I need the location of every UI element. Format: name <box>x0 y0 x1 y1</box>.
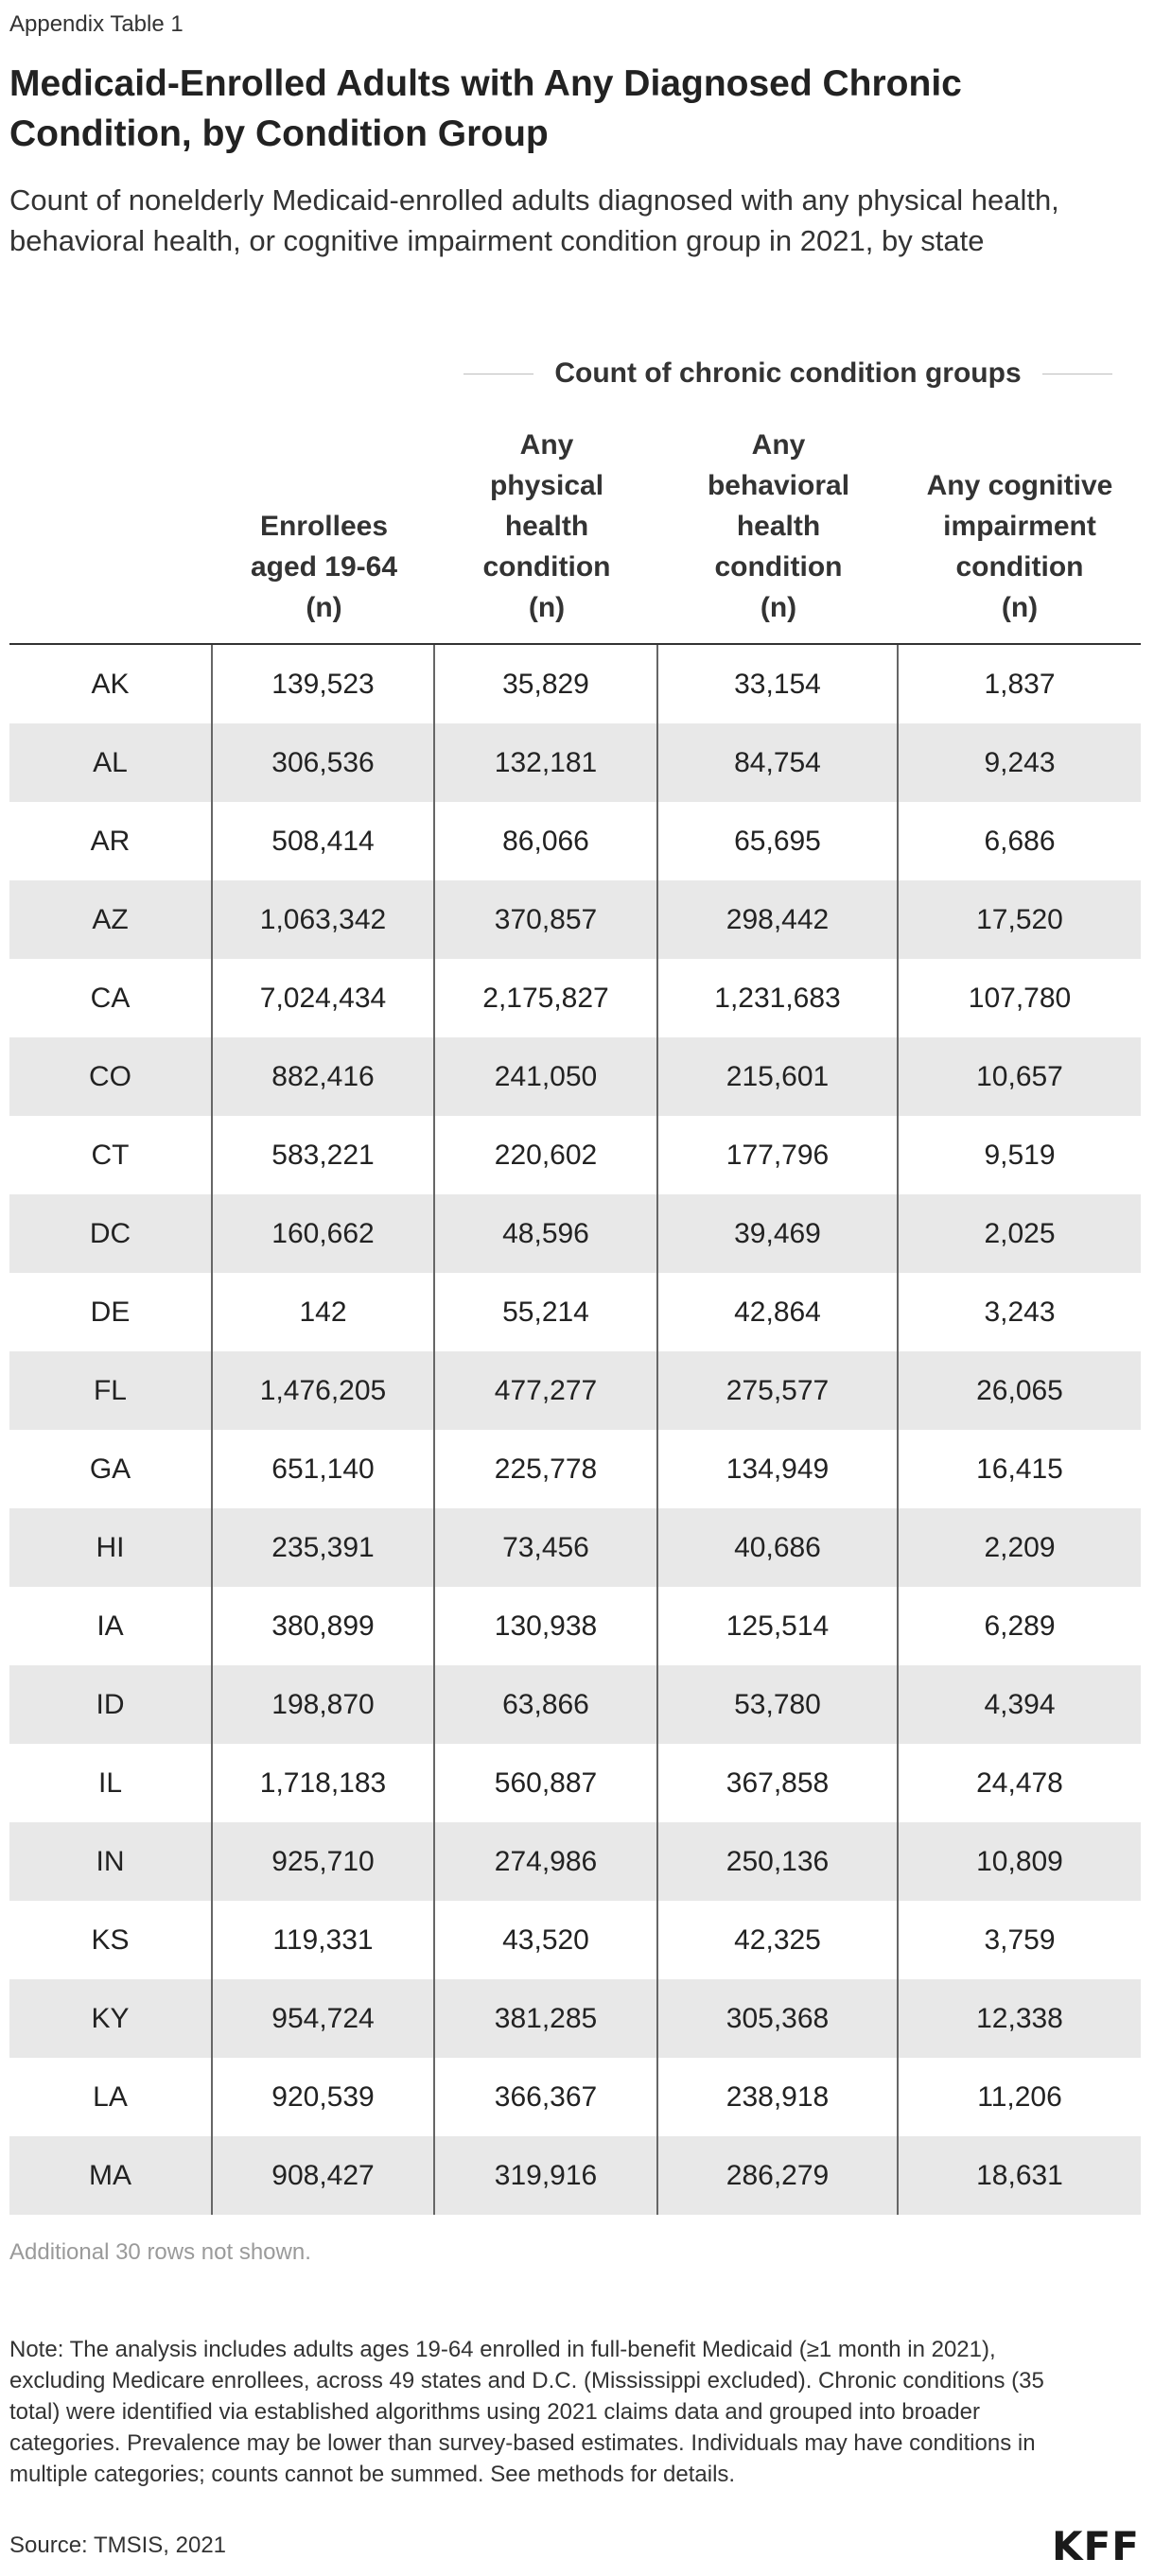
physical-cell: 63,866 <box>435 1665 658 1744</box>
state-cell: HI <box>9 1508 213 1587</box>
state-cell: KY <box>9 1979 213 2058</box>
cognitive-cell: 16,415 <box>976 1453 1063 1485</box>
footnote: Note: The analysis includes adults ages 19-64 enrolled in full-benefit Medicaid (≥1 month in 2021), excluding Medicare enrollees, across 49 states and D.C. (Mississippi excluded). Chronic conditions (35 total) were identified via established algorithms using 2021 claims data and grouped into broader categories. Prevalence may be lower than survey-based estimates. Individuals may have conditions in multiple categories; counts cannot be summed. See methods for details. <box>9 2337 1044 2487</box>
physical-cell: 35,829 <box>435 645 658 723</box>
table-row <box>9 723 1141 802</box>
header-line: (n) <box>528 592 566 623</box>
enrollees-cell: 954,724 <box>213 1979 435 2058</box>
header-line: condition <box>955 551 1084 583</box>
enrollees-cell: 651,140 <box>213 1430 435 1508</box>
physical-cell: 241,050 <box>435 1037 658 1116</box>
data-table <box>9 643 1141 2215</box>
state-cell: MA <box>9 2136 213 2215</box>
behavioral-cell: 134,949 <box>658 1430 899 1508</box>
physical-cell: 48,596 <box>435 1194 658 1273</box>
state-cell: CA <box>9 959 213 1037</box>
table-row <box>9 1822 1141 1901</box>
table-row <box>9 1744 1141 1822</box>
behavioral-cell: 42,325 <box>658 1901 899 1979</box>
state-cell: DC <box>9 1194 213 1273</box>
more-rows-note: Additional 30 rows not shown. <box>9 2239 311 2265</box>
behavioral-cell: 250,136 <box>658 1822 899 1901</box>
table-row <box>9 880 1141 959</box>
cognitive-cell: 10,657 <box>976 1061 1063 1092</box>
enrollees-cell: 925,710 <box>213 1822 435 1901</box>
page-subtitle: Count of nonelderly Medicaid-enrolled adults diagnosed with any physical health, behavioral health, or cognitive impairment condition group in 2021, by state <box>9 183 1059 257</box>
enrollees-cell: 1,063,342 <box>213 880 435 959</box>
header-line: Enrollees <box>259 511 389 542</box>
column-group-header <box>463 350 1112 397</box>
cognitive-cell: 4,394 <box>984 1689 1056 1720</box>
column-header-physical <box>435 425 658 628</box>
behavioral-cell: 40,686 <box>658 1508 899 1587</box>
header-line: impairment <box>943 511 1096 542</box>
header-line: (n) <box>306 592 342 623</box>
cognitive-cell: 2,209 <box>984 1532 1056 1563</box>
kff-logo: KFF <box>1052 2523 1140 2569</box>
behavioral-cell: 286,279 <box>658 2136 899 2215</box>
cognitive-cell: 3,759 <box>984 1924 1056 1956</box>
cognitive-cell: 1,837 <box>984 669 1056 700</box>
table-row <box>9 1037 1141 1116</box>
enrollees-cell: 1,718,183 <box>213 1744 435 1822</box>
enrollees-cell: 583,221 <box>213 1116 435 1194</box>
column-header-cognitive <box>899 465 1141 628</box>
page-title: Medicaid-Enrolled Adults with Any Diagnosed Chronic Condition, by Condition Group <box>9 63 962 154</box>
column-headers <box>9 416 1141 641</box>
header-line: condition <box>714 551 843 583</box>
table-row <box>9 1979 1141 2058</box>
cognitive-cell: 9,243 <box>984 747 1056 778</box>
state-cell: GA <box>9 1430 213 1508</box>
physical-cell: 73,456 <box>435 1508 658 1587</box>
table-eyebrow: Appendix Table 1 <box>9 11 184 37</box>
physical-cell: 55,214 <box>435 1273 658 1351</box>
cognitive-cell: 26,065 <box>976 1375 1063 1406</box>
enrollees-cell: 119,331 <box>213 1901 435 1979</box>
physical-cell: 225,778 <box>435 1430 658 1508</box>
behavioral-cell: 125,514 <box>658 1587 899 1665</box>
behavioral-cell: 65,695 <box>658 802 899 880</box>
physical-cell: 274,986 <box>435 1822 658 1901</box>
header-line: Any <box>519 429 574 461</box>
column-header-enrollees <box>213 506 435 628</box>
state-cell: CO <box>9 1037 213 1116</box>
behavioral-cell: 215,601 <box>658 1037 899 1116</box>
cognitive-cell: 24,478 <box>976 1767 1063 1799</box>
physical-cell: 319,916 <box>435 2136 658 2215</box>
behavioral-cell: 33,154 <box>658 645 899 723</box>
physical-cell: 560,887 <box>435 1744 658 1822</box>
table-row <box>9 2058 1141 2136</box>
table-row <box>9 959 1141 1037</box>
behavioral-cell: 238,918 <box>658 2058 899 2136</box>
behavioral-cell: 53,780 <box>658 1665 899 1744</box>
behavioral-cell: 1,231,683 <box>658 959 899 1037</box>
state-cell: CT <box>9 1116 213 1194</box>
cognitive-cell: 11,206 <box>977 2081 1062 2113</box>
state-cell: IL <box>9 1744 213 1822</box>
enrollees-cell: 380,899 <box>213 1587 435 1665</box>
behavioral-cell: 305,368 <box>658 1979 899 2058</box>
source-line: Source: TMSIS, 2021 <box>9 2532 227 2558</box>
table-row <box>9 1116 1141 1194</box>
cognitive-cell: 18,631 <box>976 2160 1063 2191</box>
enrollees-cell: 235,391 <box>213 1508 435 1587</box>
state-cell: AR <box>9 802 213 880</box>
state-cell: KS <box>9 1901 213 1979</box>
enrollees-cell: 198,870 <box>213 1665 435 1744</box>
table-row <box>9 1273 1141 1351</box>
behavioral-cell: 39,469 <box>658 1194 899 1273</box>
physical-cell: 477,277 <box>435 1351 658 1430</box>
enrollees-cell: 160,662 <box>213 1194 435 1273</box>
table-row <box>9 1901 1141 1979</box>
state-cell: DE <box>9 1273 213 1351</box>
header-line: health <box>504 511 589 542</box>
enrollees-cell: 908,427 <box>213 2136 435 2215</box>
cognitive-cell: 12,338 <box>976 2003 1063 2034</box>
enrollees-cell: 7,024,434 <box>213 959 435 1037</box>
behavioral-cell: 298,442 <box>658 880 899 959</box>
physical-cell: 86,066 <box>435 802 658 880</box>
cognitive-cell: 9,519 <box>984 1140 1056 1171</box>
state-cell: FL <box>9 1351 213 1430</box>
table-row <box>9 1351 1141 1430</box>
physical-cell: 220,602 <box>435 1116 658 1194</box>
table-row <box>9 1194 1141 1273</box>
enrollees-cell: 508,414 <box>213 802 435 880</box>
cognitive-cell: 2,025 <box>984 1218 1056 1249</box>
header-line: (n) <box>1001 592 1039 623</box>
enrollees-cell: 920,539 <box>213 2058 435 2136</box>
header-line: condition <box>482 551 611 583</box>
column-group-label: Count of chronic condition groups <box>554 357 1022 389</box>
header-line: aged 19-64 <box>250 551 398 583</box>
header-line: behavioral <box>707 470 850 501</box>
table-row <box>9 1587 1141 1665</box>
physical-cell: 2,175,827 <box>435 959 658 1037</box>
enrollees-cell: 306,536 <box>213 723 435 802</box>
physical-cell: 130,938 <box>435 1587 658 1665</box>
behavioral-cell: 84,754 <box>658 723 899 802</box>
cognitive-cell: 6,686 <box>984 826 1056 857</box>
state-cell: AL <box>9 723 213 802</box>
behavioral-cell: 177,796 <box>658 1116 899 1194</box>
cognitive-cell: 10,809 <box>976 1846 1063 1877</box>
cognitive-cell: 6,289 <box>984 1610 1056 1642</box>
table-row <box>9 2136 1141 2215</box>
physical-cell: 370,857 <box>435 880 658 959</box>
table-row <box>9 1508 1141 1587</box>
state-cell: ID <box>9 1665 213 1744</box>
physical-cell: 132,181 <box>435 723 658 802</box>
header-line: physical <box>489 470 604 501</box>
column-header-behavioral <box>658 425 899 628</box>
physical-cell: 381,285 <box>435 1979 658 2058</box>
state-cell: AZ <box>9 880 213 959</box>
header-line: (n) <box>760 592 797 623</box>
state-cell: LA <box>9 2058 213 2136</box>
behavioral-cell: 275,577 <box>658 1351 899 1430</box>
cognitive-cell: 17,520 <box>976 904 1063 935</box>
state-cell: IA <box>9 1587 213 1665</box>
cognitive-cell: 3,243 <box>984 1297 1056 1328</box>
table-row <box>9 1430 1141 1508</box>
header-line: Any cognitive <box>926 470 1113 501</box>
physical-cell: 366,367 <box>435 2058 658 2136</box>
enrollees-cell: 142 <box>213 1273 435 1351</box>
table-row <box>9 1665 1141 1744</box>
table-row <box>9 802 1141 880</box>
enrollees-cell: 139,523 <box>213 645 435 723</box>
state-cell: AK <box>9 645 213 723</box>
state-cell: IN <box>9 1822 213 1901</box>
table-row <box>9 645 1141 723</box>
cognitive-cell: 107,780 <box>968 983 1072 1014</box>
header-line: Any <box>751 429 806 461</box>
behavioral-cell: 367,858 <box>658 1744 899 1822</box>
header-line: health <box>736 511 821 542</box>
enrollees-cell: 1,476,205 <box>213 1351 435 1430</box>
enrollees-cell: 882,416 <box>213 1037 435 1116</box>
behavioral-cell: 42,864 <box>658 1273 899 1351</box>
physical-cell: 43,520 <box>435 1901 658 1979</box>
